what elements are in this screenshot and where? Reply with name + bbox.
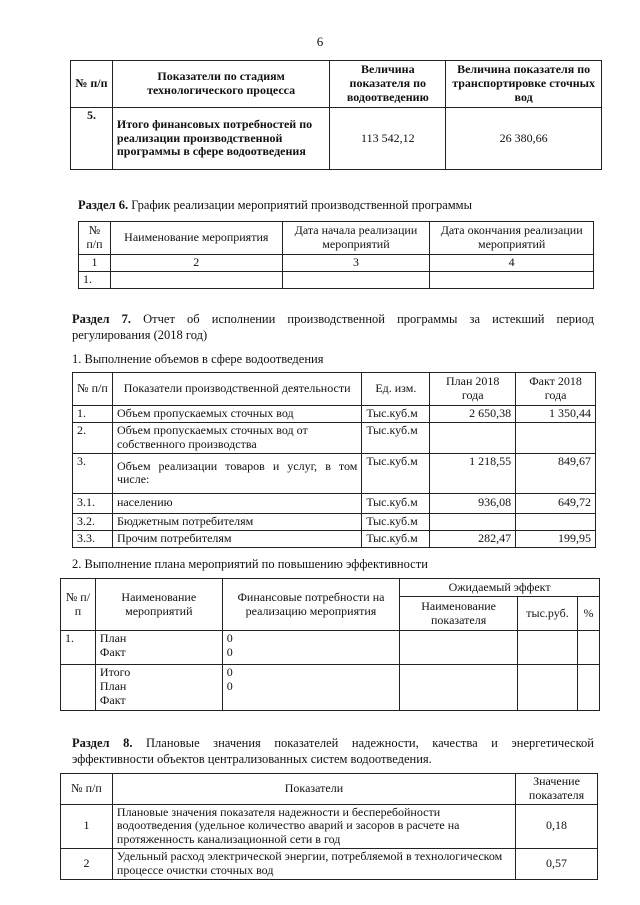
row-unit: Тыс.куб.м bbox=[362, 422, 430, 453]
col-header-expected-effect: Ожидаемый эффект bbox=[400, 579, 600, 597]
col-header-plan: План 2018 года bbox=[430, 373, 516, 406]
row-num: 3.3. bbox=[73, 530, 113, 547]
row-cell bbox=[282, 271, 430, 288]
row-name: Плановые значения показателя надежности и бесперебойности водоотведения (удельное количество аварий и засоров в расчете на протяженность канализационной сети в год bbox=[112, 804, 515, 848]
row-fact: 1 350,44 bbox=[516, 406, 596, 423]
row-cell bbox=[400, 665, 518, 711]
row-name: Удельный расход электрической энергии, потребляемой в технологическом процессе очистки сточных вод bbox=[112, 848, 515, 879]
row-fact bbox=[516, 513, 596, 530]
row-name: Итого финансовых потребностей по реализации производственной программы в сфере водоотведения bbox=[112, 108, 329, 170]
col-header-value: Значение показателя bbox=[516, 774, 598, 805]
financial-needs-table bbox=[70, 60, 602, 170]
col-header-financial-needs: Финансовые потребности на реализацию мероприятия bbox=[222, 579, 400, 631]
row-num: 5. bbox=[71, 108, 113, 170]
row-cell bbox=[110, 271, 282, 288]
volumes-table bbox=[72, 372, 596, 548]
col-header-num: № п/п bbox=[71, 61, 113, 108]
total-labels bbox=[95, 665, 222, 711]
row-cell bbox=[577, 665, 599, 711]
col-header-unit: Ед. изм. bbox=[362, 373, 430, 406]
row-name: населению bbox=[112, 493, 361, 513]
value-plan: 0 bbox=[226, 631, 233, 645]
row-cell bbox=[577, 631, 599, 665]
row-fact: 849,67 bbox=[516, 453, 596, 493]
value-plan: 0 bbox=[226, 678, 233, 693]
row-fact bbox=[516, 422, 596, 453]
row-unit: Тыс.куб.м bbox=[362, 493, 430, 513]
row-cell bbox=[518, 665, 578, 711]
row-plan bbox=[430, 513, 516, 530]
index-cell: 4 bbox=[430, 255, 594, 272]
col-header-drainage: Величина показателя по водоотведению bbox=[330, 61, 446, 108]
row-cell bbox=[430, 271, 594, 288]
label-total: Итого bbox=[99, 665, 131, 679]
total-values bbox=[222, 665, 400, 711]
col-header-percent: % bbox=[577, 597, 599, 631]
row-num: 1. bbox=[79, 271, 111, 288]
label-fact: Факт bbox=[99, 692, 126, 707]
row-value: 0,57 bbox=[516, 848, 598, 879]
row-plan: 936,08 bbox=[430, 493, 516, 513]
index-cell: 3 bbox=[282, 255, 430, 272]
col-header-fact: Факт 2018 года bbox=[516, 373, 596, 406]
row-fact: 199,95 bbox=[516, 530, 596, 547]
row-num: 3.1. bbox=[73, 493, 113, 513]
row-name: Объем реализации товаров и услуг, в том числе: bbox=[112, 453, 361, 493]
row-unit: Тыс.куб.м bbox=[362, 406, 430, 423]
row-num: 1. bbox=[73, 406, 113, 423]
row-num: 1. bbox=[61, 631, 96, 665]
col-header-rub: тыс.руб. bbox=[518, 597, 578, 631]
col-header-num: № п/п bbox=[61, 579, 96, 631]
row-name: Бюджетным потребителям bbox=[112, 513, 361, 530]
row-plan: 282,47 bbox=[430, 530, 516, 547]
row-labels bbox=[95, 631, 222, 665]
col-header-num: № п/п bbox=[73, 373, 113, 406]
section-8-title: Раздел 8. Плановые значения показателей надежности, качества и энергетической эффективности объектов централизованных систем водоотведения. bbox=[72, 736, 594, 767]
label-fact: Факт bbox=[99, 644, 126, 659]
row-num: 2. bbox=[73, 422, 113, 453]
row-unit: Тыс.куб.м bbox=[362, 530, 430, 547]
index-cell: 2 bbox=[110, 255, 282, 272]
row-value-transport: 26 380,66 bbox=[446, 108, 602, 170]
reliability-indicators-table bbox=[60, 773, 598, 880]
row-name: Объем пропускаемых сточных вод от собственного производства bbox=[112, 422, 361, 453]
col-header-indicators: Показатели bbox=[112, 774, 515, 805]
row-num: 1 bbox=[61, 804, 113, 848]
col-header-num: № п/п bbox=[61, 774, 113, 805]
label-plan: План bbox=[99, 678, 127, 693]
row-plan: 2 650,38 bbox=[430, 406, 516, 423]
col-header-measures: Наименование мероприятий bbox=[95, 579, 222, 631]
row-value-drainage: 113 542,12 bbox=[330, 108, 446, 170]
row-num bbox=[61, 665, 96, 711]
col-header-end: Дата окончания реализации мероприятий bbox=[430, 222, 594, 255]
subsection-efficiency-title: 2. Выполнение плана мероприятий по повышению эффективности bbox=[72, 557, 428, 571]
row-num: 3.2. bbox=[73, 513, 113, 530]
col-header-start: Дата начала реализации мероприятий bbox=[282, 222, 430, 255]
col-header-num: № п/п bbox=[79, 222, 111, 255]
label-plan: План bbox=[99, 631, 127, 645]
efficiency-plan-table bbox=[60, 578, 600, 711]
col-header-indicator-name: Наименование показателя bbox=[400, 597, 518, 631]
index-cell: 1 bbox=[79, 255, 111, 272]
col-header-process: Показатели по стадиям технологического процесса bbox=[112, 61, 329, 108]
value-total: 0 bbox=[226, 665, 233, 679]
schedule-table bbox=[78, 221, 594, 289]
row-plan bbox=[430, 422, 516, 453]
row-unit: Тыс.куб.м bbox=[362, 453, 430, 493]
col-header-indicator: Показатели производственной деятельности bbox=[112, 373, 361, 406]
subsection-volumes-title: 1. Выполнение объемов в сфере водоотведения bbox=[72, 352, 324, 366]
row-values bbox=[222, 631, 400, 665]
row-unit: Тыс.куб.м bbox=[362, 513, 430, 530]
value-fact: 0 bbox=[226, 644, 233, 659]
row-fact: 649,72 bbox=[516, 493, 596, 513]
row-cell bbox=[400, 631, 518, 665]
section-6-title: Раздел 6. График реализации мероприятий производственной программы bbox=[78, 198, 472, 212]
row-num: 2 bbox=[61, 848, 113, 879]
row-plan: 1 218,55 bbox=[430, 453, 516, 493]
row-name: Объем пропускаемых сточных вод bbox=[112, 406, 361, 423]
row-cell bbox=[518, 631, 578, 665]
section-7-title: Раздел 7. Отчет об исполнении производственной программы за истекший период регулирования (2018 год) bbox=[72, 312, 594, 343]
col-header-transport: Величина показателя по транспортировке сточных вод bbox=[446, 61, 602, 108]
row-name: Прочим потребителям bbox=[112, 530, 361, 547]
col-header-event: Наименование мероприятия bbox=[110, 222, 282, 255]
page-number: 6 bbox=[316, 34, 324, 49]
row-value: 0,18 bbox=[516, 804, 598, 848]
row-num: 3. bbox=[73, 453, 113, 493]
